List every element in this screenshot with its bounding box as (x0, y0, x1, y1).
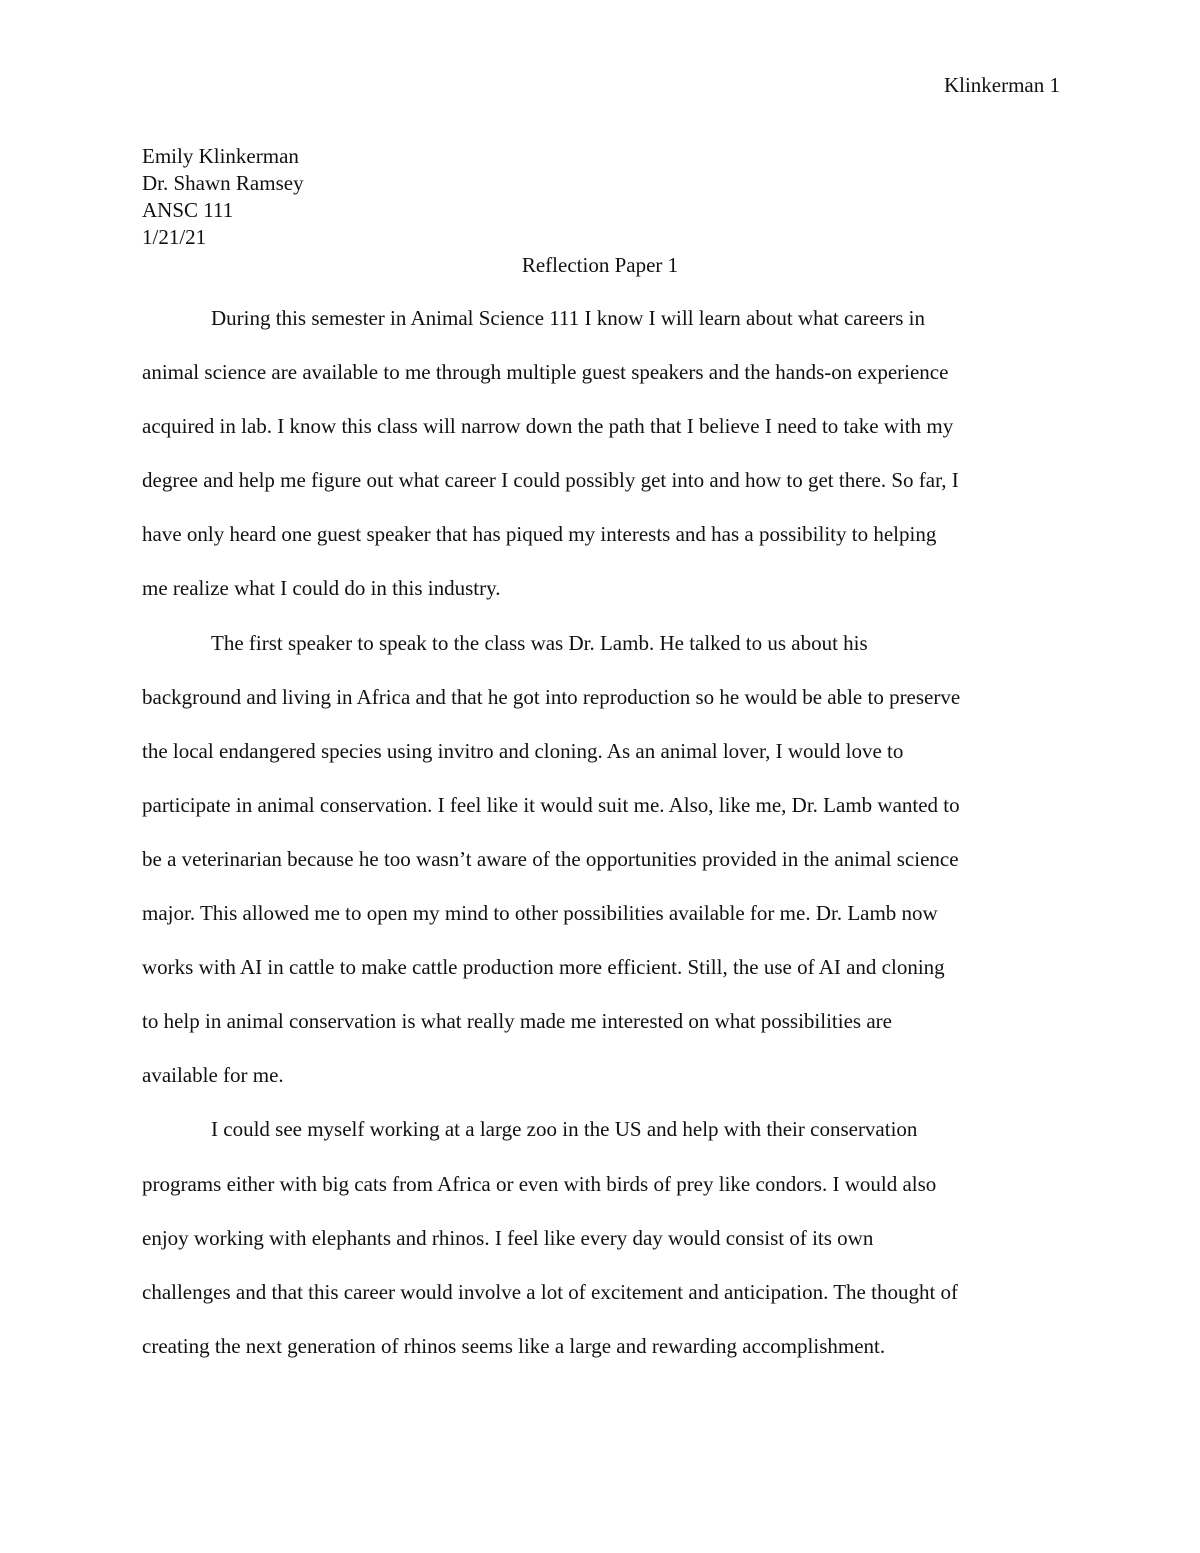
mla-heading (142, 143, 304, 251)
paper-date: 1/21/21 (142, 225, 207, 249)
paragraph-1-line: degree and help me figure out what career I could possibly get into and how to get there. So far, I (142, 468, 959, 493)
paragraph-2-line: works with AI in cattle to make cattle production more efficient. Still, the use of AI and cloning (142, 955, 945, 980)
running-head: Klinkerman 1 (943, 73, 1060, 97)
course-code: ANSC 111 (142, 198, 234, 222)
paragraph-3-line: I could see myself working at a large zoo in the US and help with their conservation (211, 1117, 918, 1142)
paper-body (142, 291, 1060, 1373)
paragraph-1-line: acquired in lab. I know this class will narrow down the path that I believe I need to take with my (142, 414, 954, 439)
paragraph-1-line: have only heard one guest speaker that has piqued my interests and has a possibility to helping (142, 522, 937, 547)
student-name: Emily Klinkerman (142, 144, 299, 168)
paper-title: Reflection Paper 1 (521, 253, 679, 277)
paragraph-3-line: programs either with big cats from Africa or even with birds of prey like condors. I would also (142, 1171, 937, 1196)
paragraph-3-line: challenges and that this career would involve a lot of excitement and anticipation. The thought of (142, 1279, 959, 1304)
paragraph-2-line: be a veterinarian because he too wasn’t aware of the opportunities provided in the animal science (142, 846, 959, 871)
paragraph-1-line: animal science are available to me through multiple guest speakers and the hands-on experience (142, 360, 949, 385)
paragraph-2-line: the local endangered species using invitro and cloning. As an animal lover, I would love to (142, 738, 904, 763)
paragraph-2-line: to help in animal conservation is what really made me interested on what possibilities are (142, 1009, 892, 1034)
paragraph-2-line: available for me. (142, 1063, 284, 1088)
paragraph-1-line: During this semester in Animal Science 111 I know I will learn about what careers in (211, 306, 925, 330)
instructor-name: Dr. Shawn Ramsey (142, 171, 304, 195)
paragraph-2-line: major. This allowed me to open my mind to other possibilities available for me. Dr. Lamb now (142, 901, 938, 926)
paragraph-3-line: enjoy working with elephants and rhinos. I feel like every day would consist of its own (142, 1225, 874, 1250)
paragraph-2-line: The first speaker to speak to the class was Dr. Lamb. He talked to us about his (211, 630, 868, 655)
paragraph-3-line: creating the next generation of rhinos seems like a large and rewarding accomplishment. (142, 1333, 886, 1358)
paragraph-1-line: me realize what I could do in this industry. (142, 576, 501, 601)
paragraph-2-line: participate in animal conservation. I feel like it would suit me. Also, like me, Dr. Lamb wanted to (142, 792, 960, 817)
paragraph-2-line: background and living in Africa and that he got into reproduction so he would be able to preserve (142, 684, 961, 709)
